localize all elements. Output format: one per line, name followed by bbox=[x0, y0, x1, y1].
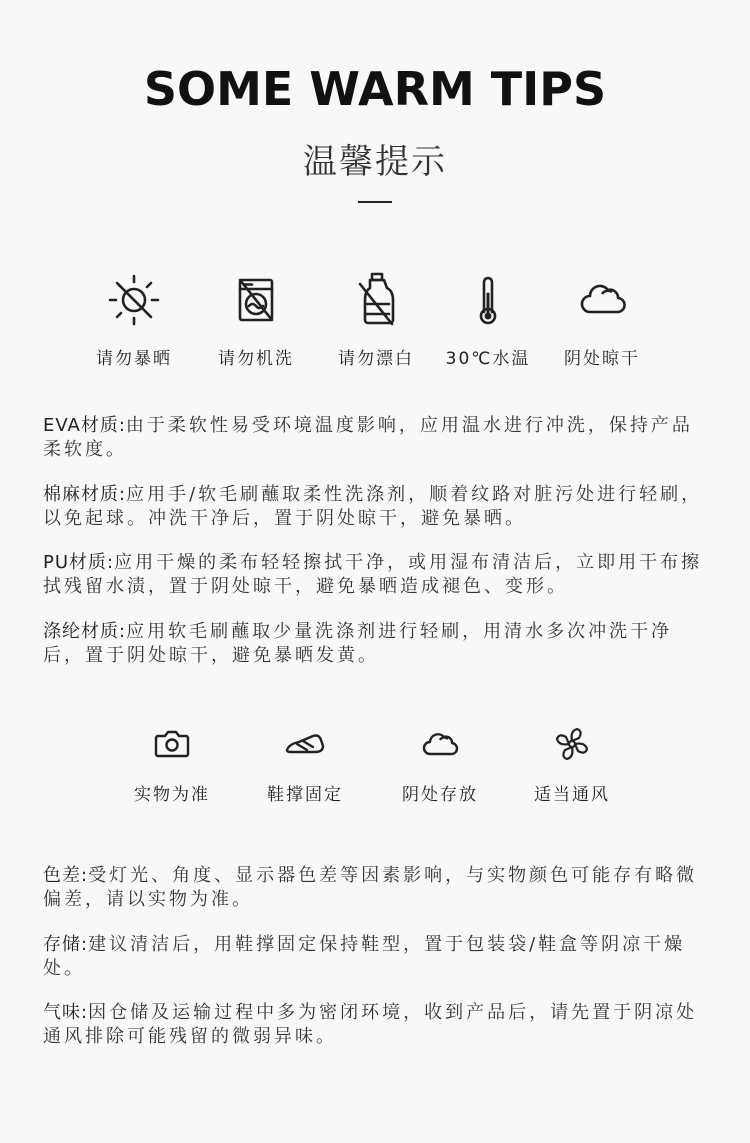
material-text: 应用软毛刷蘸取少量洗涤剂进行轻刷，用清水多次冲洗干净后，置于阴处晾干，避免暴晒发黄。 bbox=[43, 621, 673, 666]
care-label: 请勿暴晒 bbox=[96, 349, 172, 369]
note-name: 色差: bbox=[43, 865, 89, 886]
cloud-icon bbox=[418, 722, 462, 766]
note-name: 存储: bbox=[43, 934, 89, 955]
no-sun-icon bbox=[104, 270, 164, 330]
note-text: 因仓储及运输过程中多为密闭环境，收到产品后，请先置于阴凉处通风排除可能残留的微弱异味。 bbox=[43, 1002, 698, 1047]
note-color-difference bbox=[43, 864, 708, 912]
care-item-no-bleach bbox=[320, 270, 432, 369]
no-machine-wash-icon bbox=[226, 270, 286, 330]
storage-label: 适当通风 bbox=[534, 785, 610, 805]
care-icon-row bbox=[0, 270, 750, 370]
note-storage bbox=[43, 933, 708, 981]
material-pu bbox=[43, 551, 708, 599]
cloud-icon bbox=[572, 270, 632, 330]
storage-item-ventilate bbox=[516, 722, 628, 805]
material-text: 应用干燥的柔布轻轻擦拭干净，或用湿布清洁后，立即用干布擦拭残留水渍，置于阴处晾干，避免暴晒造成褪色、变形。 bbox=[43, 552, 703, 597]
material-text: 由于柔软性易受环境温度影响，应用温水进行冲洗，保持产品柔软度。 bbox=[43, 415, 693, 460]
care-label: 阴处晾干 bbox=[564, 349, 640, 369]
storage-item-actual bbox=[116, 722, 228, 805]
care-item-water-temp bbox=[432, 270, 544, 369]
material-cotton-linen bbox=[43, 483, 708, 531]
storage-label: 鞋撑固定 bbox=[267, 785, 343, 805]
material-name: 棉麻材质: bbox=[43, 484, 127, 505]
note-odor bbox=[43, 1001, 708, 1049]
note-text: 受灯光、角度、显示器色差等因素影响，与实物颜色可能存有略微偏差，请以实物为准。 bbox=[43, 865, 698, 910]
material-name: 涤纶材质: bbox=[43, 621, 127, 642]
care-label: 请勿漂白 bbox=[338, 349, 414, 369]
shoe-tree-icon bbox=[283, 722, 327, 766]
material-name: PU材质: bbox=[43, 552, 115, 573]
no-bleach-icon bbox=[346, 270, 406, 330]
storage-item-shoe-tree bbox=[249, 722, 361, 805]
material-polyester bbox=[43, 620, 708, 668]
care-item-no-machine-wash bbox=[200, 270, 312, 369]
page-title-en: SOME WARM TIPS bbox=[143, 62, 607, 116]
care-item-shade-dry bbox=[546, 270, 658, 369]
page-title-cn: 温馨提示 bbox=[303, 142, 447, 182]
note-text: 建议清洁后，用鞋撑固定保持鞋型，置于包装袋/鞋盒等阴凉干燥处。 bbox=[43, 934, 686, 979]
storage-item-shade bbox=[384, 722, 496, 805]
care-item-no-sun bbox=[78, 270, 190, 369]
storage-icon-row bbox=[0, 722, 750, 822]
storage-label: 实物为准 bbox=[134, 785, 210, 805]
note-name: 气味: bbox=[43, 1002, 89, 1023]
care-label: 30℃水温 bbox=[445, 349, 531, 369]
thermometer-icon bbox=[458, 270, 518, 330]
material-name: EVA材质: bbox=[43, 415, 126, 436]
care-label: 请勿机洗 bbox=[218, 349, 294, 369]
fan-icon bbox=[550, 722, 594, 766]
storage-label: 阴处存放 bbox=[402, 785, 478, 805]
material-text: 应用手/软毛刷蘸取柔性洗涤剂，顺着纹路对脏污处进行轻刷，以免起球。冲洗干净后，置于阴处晾干，避免暴晒。 bbox=[43, 484, 703, 529]
title-divider bbox=[358, 201, 392, 203]
material-eva bbox=[43, 414, 708, 462]
camera-icon bbox=[150, 722, 194, 766]
